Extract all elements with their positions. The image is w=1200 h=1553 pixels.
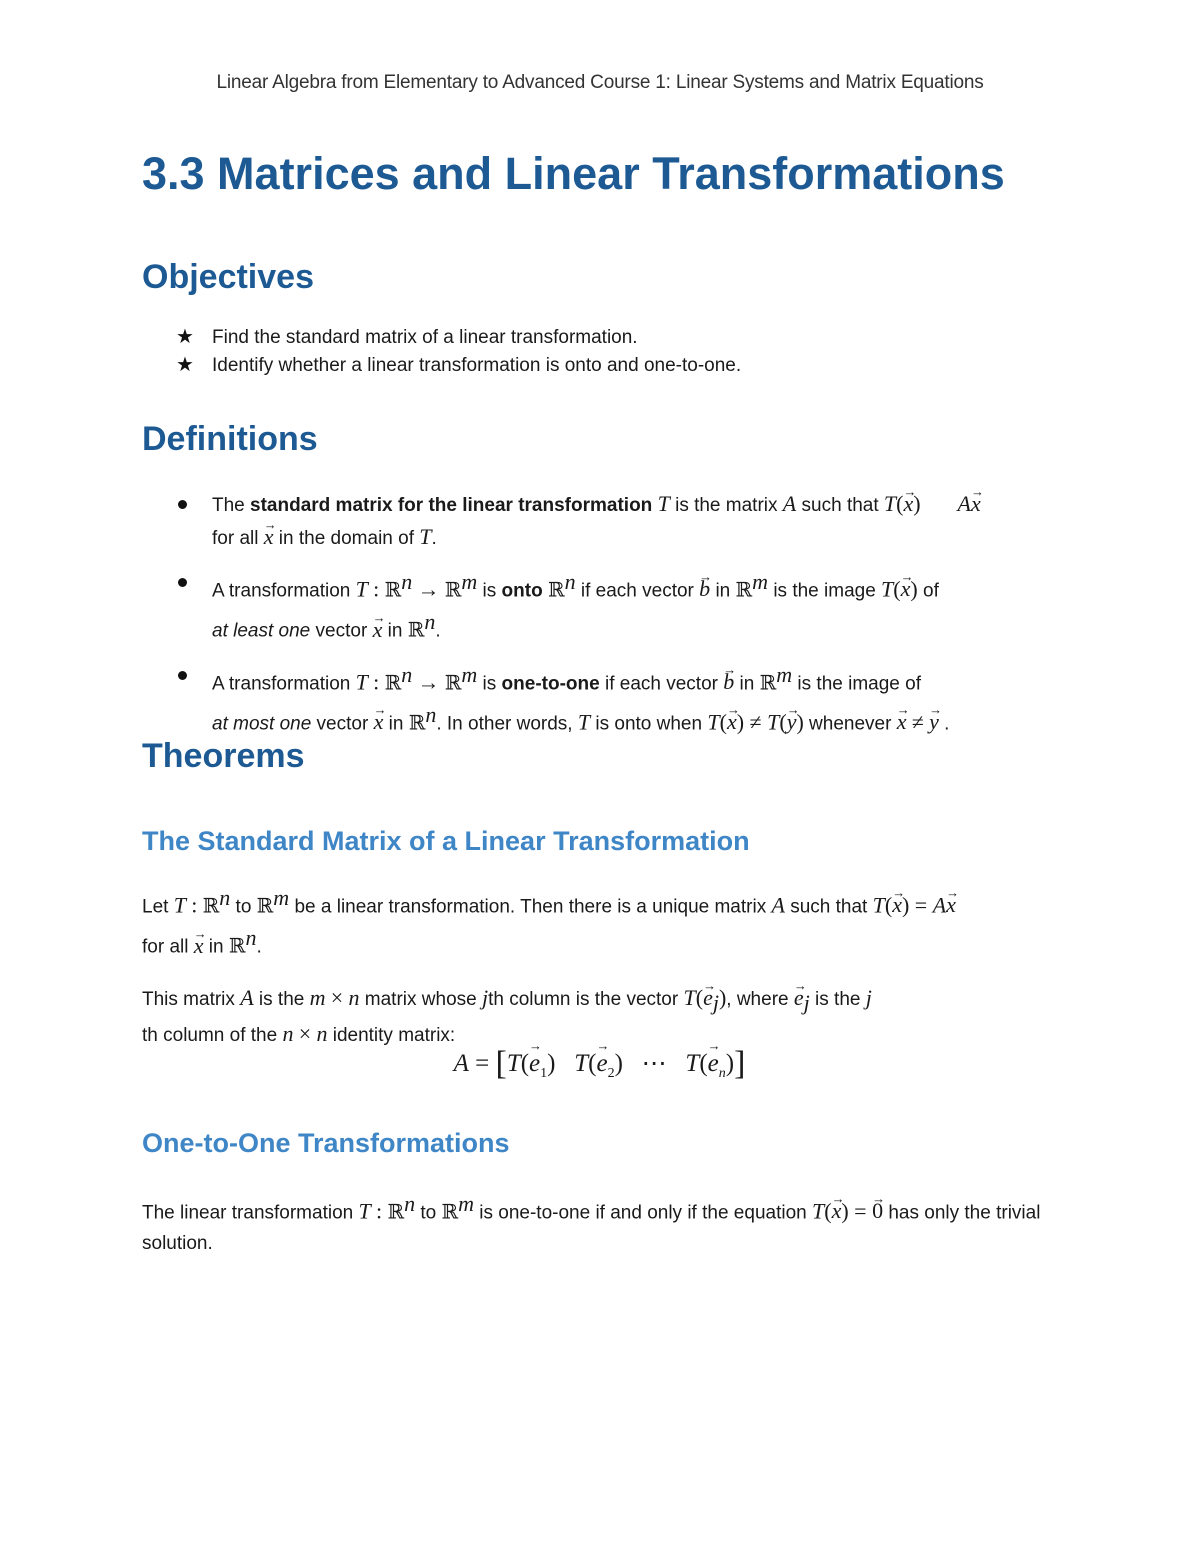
definitions-list (142, 488, 1057, 744)
standard-matrix-paragraph-1: Let T : ℝ$^n$ to ℝ$^m$ be a linear transformation. Then there is a unique matrix A such that T(→ x) = A→ x for all → x in ℝ$^n$. (142, 882, 1057, 963)
star-bullet-icon: ★ (176, 354, 194, 376)
star-bullet-icon: ★ (176, 326, 194, 348)
list-item: ★ Identify whether a linear transformation is onto and one-to-one. (142, 350, 1057, 381)
definitions-heading: Definitions (142, 420, 318, 458)
standard-matrix-equation: $A = [T(\to e_1)$ $T(\to e_2)$ ⋯ $T(\to e_n)$] (142, 1045, 1057, 1083)
standard-matrix-heading: The Standard Matrix of a Linear Transformation (142, 826, 750, 856)
bullet-dot-icon (178, 500, 187, 509)
standard-matrix-paragraph-2: This matrix A is the m × n matrix whose jth column is the vector $T(\to e_j)$, where → $e_j$ is the j th column of the n × n identity matrix: (142, 982, 1057, 1051)
objectives-heading: Objectives (142, 258, 314, 296)
objectives-list (142, 322, 1057, 381)
bullet-dot-icon (178, 671, 187, 680)
definition-one-to-one: A transformation T : ℝ$^n$ → ℝ$^m$ is one-to-one if each vector → b in ℝ$^m$ is the image of at most one vector → x in ℝ$^n$. In other words, T is onto when T(→ x) ≠ T(→ y) whenever → x ≠ → y . (142, 659, 1057, 740)
one-to-one-paragraph: The linear transformation T : ℝ$^n$ to ℝ$^m$ is one-to-one if and only if the equation T(→ x) = → 0 has only the trivial solution. (142, 1188, 1057, 1259)
theorems-heading: Theorems (142, 737, 305, 775)
bullet-dot-icon (178, 578, 187, 587)
one-to-one-heading: One-to-One Transformations (142, 1128, 510, 1158)
list-item: ★ Find the standard matrix of a linear transformation. (142, 322, 1057, 353)
definition-standard-matrix: The standard matrix for the linear transformation T is the matrix A such that T(→ x) A→ x for all → x in the domain of T. (142, 488, 1057, 554)
definition-onto: A transformation T : ℝ$^n$ → ℝ$^m$ is onto ℝ$^n$ if each vector → b in ℝ$^m$ is the image T(→ x) of at least one vector → x in ℝ$^n$. (142, 566, 1057, 647)
running-header: Linear Algebra from Elementary to Advanced Course 1: Linear Systems and Matrix Equations (216, 72, 984, 93)
page-title: 3.3 Matrices and Linear Transformations (142, 148, 1005, 199)
